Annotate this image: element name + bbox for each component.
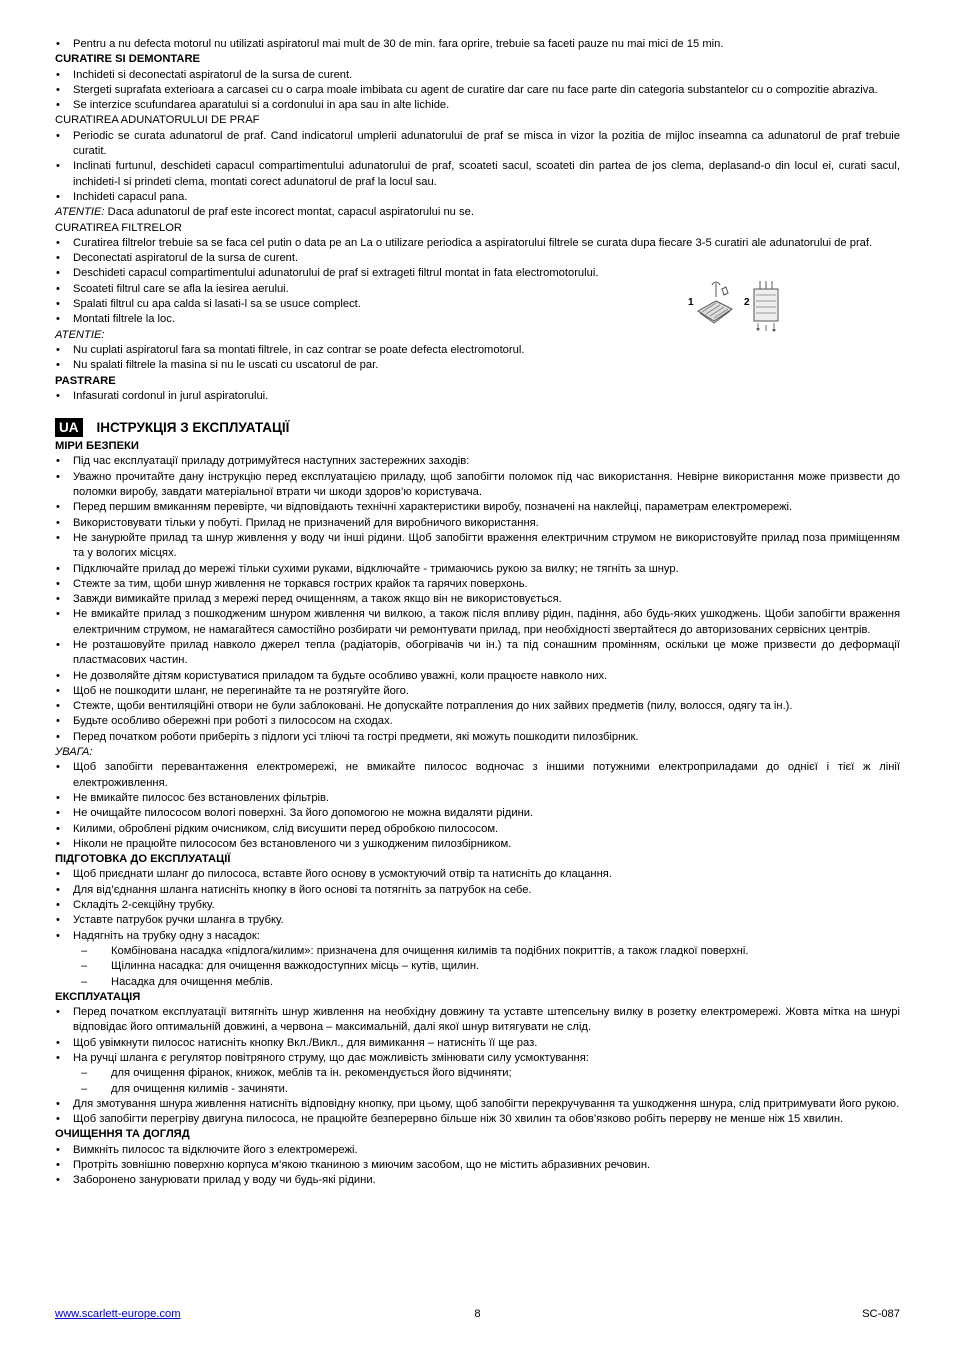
list-item: • Вимкніть пилосос та відключите його з електромережі. (55, 1143, 900, 1158)
ua-title: ІНСТРУКЦІЯ З ЕКСПЛУАТАЦІЇ (96, 419, 290, 435)
ua-pidgotovka-list (55, 867, 900, 943)
heading-ochyshchennia: ОЧИЩЕННЯ ТА ДОГЛЯД (55, 1128, 190, 1141)
list-item: • Щоб не пошкодити шланг, не перегинайте та не розтягуйте його. (55, 684, 900, 699)
list-item: • Scoateti filtrul care se afla la iesirea aerului. (55, 282, 900, 297)
heading-filtre: CURATIREA FILTRELOR (55, 221, 183, 234)
list-item: • Перед початком роботи приберіть з підлоги усі тліючі та гострі предмети, які можуть пошкодити пилозбірник. (55, 730, 900, 745)
list-item: • Не дозволяйте дітям користуватися приладом та будьте особливо уважні, коли працюєте навколо них. (55, 669, 900, 684)
list-item: • Стежте за тим, щоби шнур живлення не торкався гострих крайок та гарячих поверхонь. (55, 577, 900, 592)
figure-label-1: 1 (688, 297, 694, 308)
atentie2-label: ATENTIE: (55, 328, 105, 341)
list-item: • Ніколи не працюйте пилососом без встановленого чи з ушкодженим пилозбірником. (55, 837, 900, 852)
list-item: • Inchideti si deconectati aspiratorul de la sursa de curent. (55, 68, 900, 83)
heading-curatire: CURATIRE SI DEMONTARE (55, 53, 201, 66)
list-item: • Заборонено занурювати прилад у воду чи будь-які рідини. (55, 1173, 900, 1188)
ua-uvaga-list (55, 760, 900, 852)
list-item: • Deschideti capacul compartimentului adunatorului de praf si extrageti filtrul montat in fata electromotorului. (55, 266, 900, 281)
ro-intro-list (55, 37, 900, 52)
ua-eksp-list-b (55, 1097, 900, 1128)
list-item: – Насадка для очищення меблів. (81, 975, 900, 990)
list-item: • Curatirea filtrelor trebuie sa se faca cel putin o data pe an La o utilizare periodica a aspiratorului filtrele se curata dupa fiecare 3-5 curatiri ale adunatorului de praf. (55, 236, 900, 251)
ua-eksp-list-a (55, 1005, 900, 1066)
model-number: SC-087 (862, 1308, 900, 1320)
page-number: 8 (474, 1308, 481, 1320)
list-item: • Килими, оброблені рідким очисником, слід висушити перед обробкою пилососом. (55, 822, 900, 837)
atentie-label: ATENTIE: (55, 206, 105, 219)
heading-pidgotovka: ПІДГОТОВКА ДО ЕКСПЛУАТАЦІЇ (55, 853, 231, 866)
ua-bezpeka-list (55, 454, 900, 745)
list-item: • Inclinati furtunul, deschideti capacul compartimentului adunatorului de praf, scoateti sacul, scoateti din partea de jos clema, deplasand-o din locul ei, curati sacul, inchideti-l si prindeti clema, montati corect adunatorul de praf la locul sau. (55, 159, 900, 190)
heading-pastrare: PASTRARE (55, 374, 116, 387)
list-item: • Уважно прочитайте дану інструкцію перед експлуатацією приладу, щоб запобігти поломок під час використання. Невірне використання може призвести до поломки виробу, завдати матеріальної втрати чи шкоди здоров’ю користувача. (55, 470, 900, 501)
ro-pastrare-list (55, 389, 900, 404)
list-item: • Для від’єднання шланга натисніть кнопку в його основі та потягніть за патрубок на себе. (55, 883, 900, 898)
atentie-text: Daca adunatorul de praf este incorect montat, capacul aspiratorului nu se. (104, 206, 474, 219)
ua-nasadky-list (55, 944, 900, 990)
list-item: • Щоб увімкнути пилосос натисніть кнопку Вкл./Викл., для вимикання – натисніть її ще раз. (55, 1036, 900, 1051)
filter-removal-illustration (686, 279, 786, 337)
list-item: • Перед першим вмиканням перевірте, чи відповідають технічні характеристики виробу, позначені на наклейці, параметрам електромережі. (55, 500, 900, 515)
list-item: • Не розташовуйте прилад навколо джерел тепла (радіаторів, обогрівачів чи ін.) та під сонашним промінням, оскільки це може призвести до деформації пластмасових частин. (55, 638, 900, 669)
list-item: • Spalati filtrul cu apa calda si lasati-l sa se usuce complect. (55, 297, 900, 312)
list-item: – для очищення фіранок, книжок, меблів та ін. рекомендується його відчиняти; (81, 1066, 900, 1081)
ro-adunator-list (55, 129, 900, 205)
ua-ochyshchennia-list (55, 1143, 900, 1189)
list-item: • Будьте особливо обережні при роботі з пилососом на сходах. (55, 714, 900, 729)
list-item: • Pentru a nu defecta motorul nu utilizati aspiratorul mai mult de 30 de min. fara oprire, trebuie sa faceti pauze nu mai mici de 15 min. (55, 37, 900, 52)
list-item: – Щілинна насадка: для очищення важкодоступних місць – кутів, щилин. (81, 959, 900, 974)
ro-atentie-note (55, 205, 900, 220)
filter-step-1-icon (698, 282, 732, 323)
list-item: • Montati filtrele la loc. (55, 312, 900, 327)
list-item: • Складіть 2-секційну трубку. (55, 898, 900, 913)
list-item: • Не занурюйте прилад та шнур живлення у воду чи інші рідини. Щоб запобігти враження електричним струмом не використовуйте прилад поза приміщенням та у вологих місцях. (55, 531, 900, 562)
ro-curatire-list (55, 68, 900, 114)
list-item: • Використовувати тільки у побуті. Прилад не призначений для виробничого використання. (55, 516, 900, 531)
ro-atentie2-list (55, 343, 900, 374)
ua-language-badge: UA (55, 418, 83, 437)
list-item: – для очищення килимів - зачиняти. (81, 1082, 900, 1097)
list-item: • Перед початком експлуатації витягніть шнур живлення на необхідну довжину та уставте штепсельну вилку в розетку електромережі. Жовта мітка на шнурі відповідає його оптимальній довжині, а червона – максимальній, далі якої шнур витягувати не слід. (55, 1005, 900, 1036)
page-content (55, 37, 900, 1189)
ua-section-header (55, 418, 900, 437)
list-item: • Stergeti suprafata exterioara a carcasei cu o carpa moale imbibata cu agent de curatire dar care nu face parte din categoria substantelor cu o compozitie abraziva. (55, 83, 900, 98)
list-item: • Завжди вимикайте прилад з мережі перед очищенням, а також якщо він не використовується. (55, 592, 900, 607)
heading-adunator: CURATIREA ADUNATORULUI DE PRAF (55, 114, 260, 127)
list-item: • Periodic se curata adunatorul de praf. Cand indicatorul umplerii adunatorului de praf se misca in vizor la pozitia de mijloc inseamna ca adunatorul de praf trebuie curatit. (55, 129, 900, 160)
list-item: • Не вмикайте прилад з пошкодженим шнуром живлення чи вилкою, а також після впливу рідин, падіння, або будь-яких ушкоджень. Щоби запобігти враження електричним струмом, не намагайтеся самостійно розбирати чи ремонтувати прилад, при необхідності звертайтеся до авторизованих сервісних центрів. (55, 607, 900, 638)
uvaga-label: УВАГА: (55, 746, 93, 759)
list-item: • На ручці шланга є регулятор повітряного струму, що дає можливість змінювати силу усмоктування: (55, 1051, 900, 1066)
list-item: • Nu cuplati aspiratorul fara sa montati filtrele, in caz contrar se poate defecta electromotorul. (55, 343, 900, 358)
filter-step-2-icon (754, 281, 778, 331)
heading-bezpeka: МІРИ БЕЗПЕКИ (55, 440, 139, 453)
list-item: • Протріть зовнішню поверхню корпуса м’якою тканиною з миючим засобом, що не містить абразивних речовин. (55, 1158, 900, 1173)
list-item: • Inchideti capacul pana. (55, 190, 900, 205)
heading-ekspluatacia: ЕКСПЛУАТАЦІЯ (55, 990, 141, 1003)
list-item: • Se interzice scufundarea aparatului si a cordonului in apa sau in alte lichide. (55, 98, 900, 113)
list-item: • Щоб запобігти перегріву двигуна пилососа, не працюйте безперервно більше ніж 30 хвилин та обов’язково робіть перерву не менше ніж 15 хвилин. (55, 1112, 900, 1127)
list-item: • Deconectati aspiratorul de la sursa de curent. (55, 251, 900, 266)
list-item: • Nu spalati filtrele la masina si nu le uscati cu uscatorul de par. (55, 358, 900, 373)
website-link[interactable]: www.scarlett-europe.com (55, 1308, 181, 1320)
list-item: • Не очищайте пилососом вологі поверхні. За його допомогою не можна видаляти рідини. (55, 806, 900, 821)
list-item: • Стежте, щоби вентиляційні отвори не були заблоковані. Не допускайте потрапления до них зайвих предметів (пилу, волосся, одягу та ін.). (55, 699, 900, 714)
figure-label-2: 2 (744, 297, 750, 308)
list-item: • Під час експлуатації приладу дотримуйтеся наступних застережних заходів: (55, 454, 900, 469)
ua-regulator-list (55, 1066, 900, 1097)
list-item: • Підключайте прилад до мережі тільки сухими руками, відключайте - тримаючись рукою за вилку; не тягніть за шнур. (55, 562, 900, 577)
list-item: – Комбінована насадка «підлога/килим»: призначена для очищення килимів та подібних покриттів, а також гладкої поверхні. (81, 944, 900, 959)
list-item: • Надягніть на трубку одну з насадок: (55, 929, 900, 944)
list-item: • Infasurati cordonul in jurul aspiratorului. (55, 389, 900, 404)
list-item: • Щоб запобігти перевантаження електромережі, не вмикайте пилосос водночас з іншими потужними електроприладами до однієї і тієї ж лінії електроживлення. (55, 760, 900, 791)
page-footer (55, 1307, 900, 1323)
list-item: • Не вмикайте пилосос без встановлених фільтрів. (55, 791, 900, 806)
list-item: • Для змотування шнура живлення натисніть відповідну кнопку, при цьому, щоб запобігти перекручування та ушкодження шнура, слід притримувати його рукою. (55, 1097, 900, 1112)
list-item: • Уставте патрубок ручки шланга в трубку. (55, 913, 900, 928)
list-item: • Щоб приєднати шланг до пилососа, вставте його основу в усмоктуючий отвір та натисніть до клацання. (55, 867, 900, 882)
